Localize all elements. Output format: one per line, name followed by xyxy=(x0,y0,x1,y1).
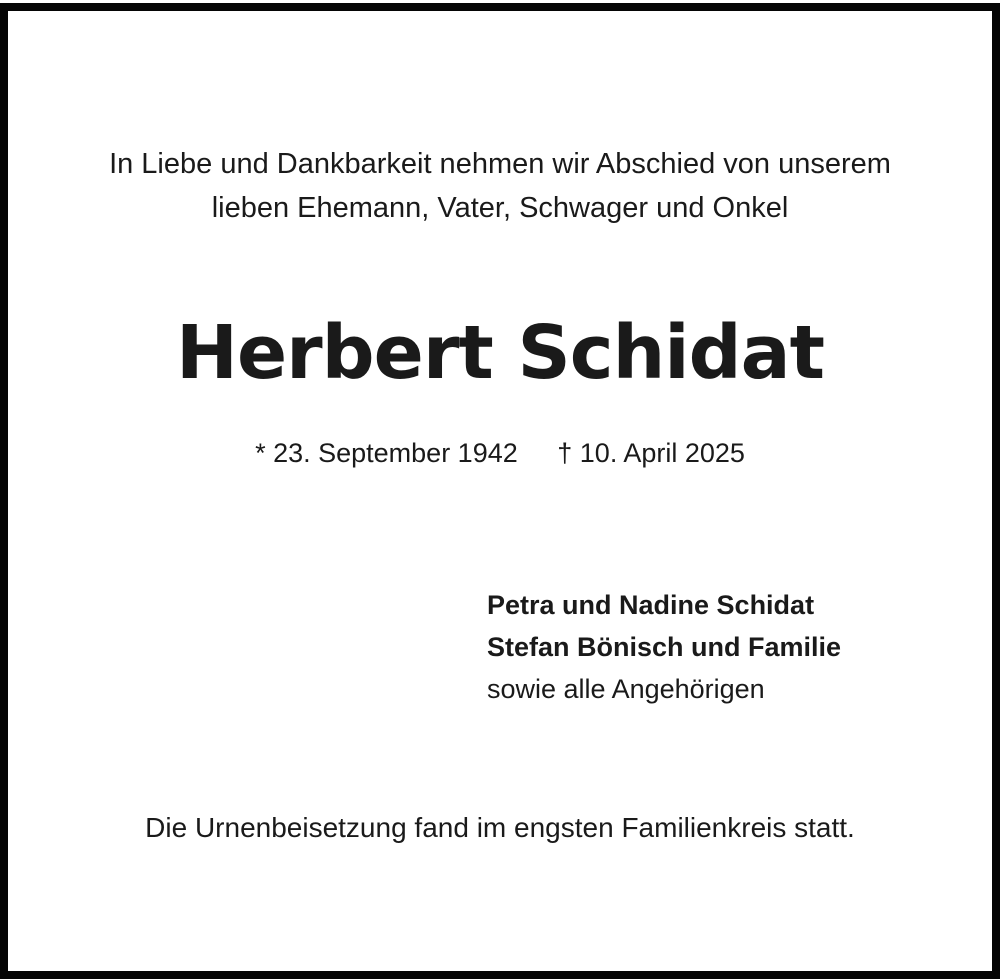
closing-note: Die Urnenbeisetzung fand im engsten Familienkreis statt. xyxy=(145,812,855,843)
intro-text xyxy=(0,142,1000,230)
birth-date: * 23. September 1942 xyxy=(255,438,518,468)
mourner-line-1: Petra und Nadine Schidat xyxy=(487,590,815,620)
mourner-line-3: sowie alle Angehörigen xyxy=(487,674,765,704)
deceased-name: Herbert Schidat xyxy=(176,310,824,396)
intro-line-2: lieben Ehemann, Vater, Schwager und Onkel xyxy=(211,192,789,224)
mourner-line-2: Stefan Bönisch und Familie xyxy=(487,632,842,662)
intro-line-1: In Liebe und Dankbarkeit nehmen wir Abschied von unserem xyxy=(109,148,891,180)
death-date: † 10. April 2025 xyxy=(557,438,745,468)
mourners xyxy=(487,584,841,710)
life-dates xyxy=(0,438,1000,469)
